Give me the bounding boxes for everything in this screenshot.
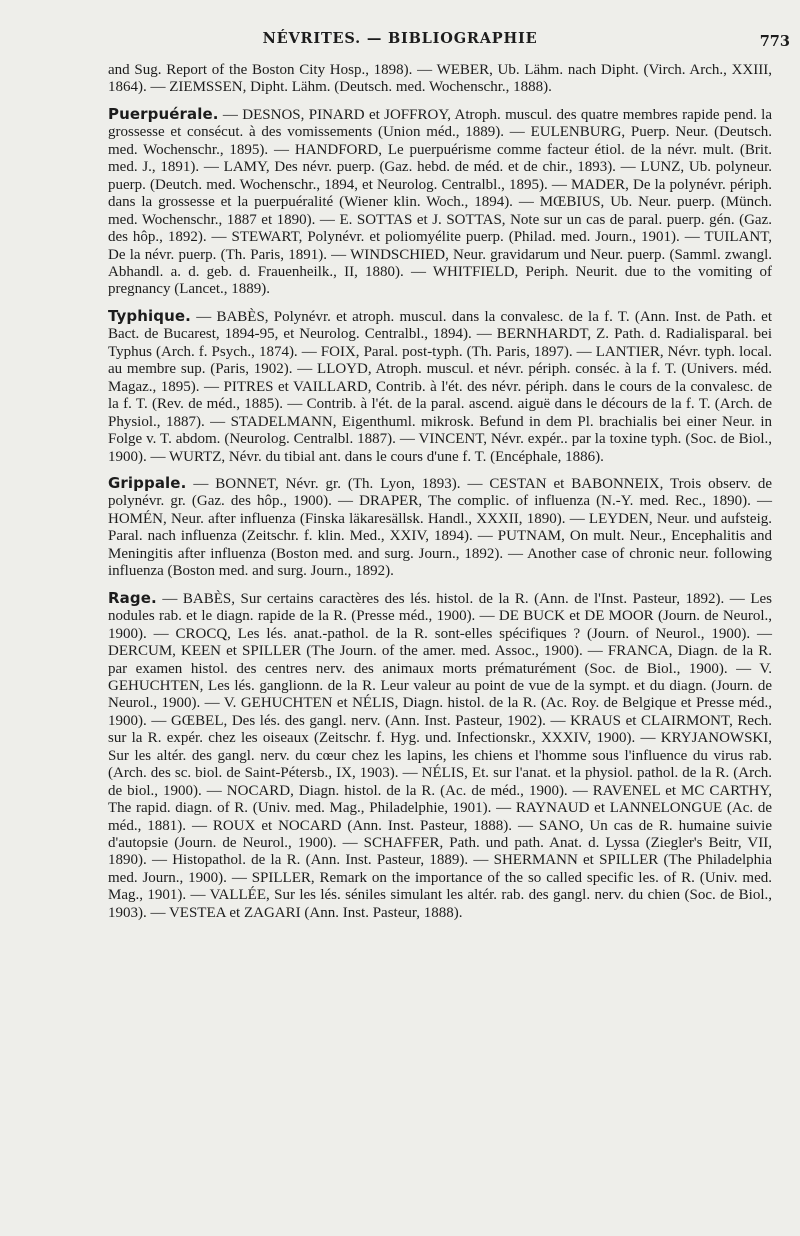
paragraph-text: — BABÈS, Polynévr. et atroph. muscul. dans la convalesc. de la f. T. (Ann. Inst. de Path. et Bact. de Bucarest, 1894-95, et Neurolog. Centralbl., 1894). — BERNHARDT, Z. Path. d. Radialisparal. bei Typhus (Arch. f. Psych., 1874). — FOIX, Paral. post-typh. (Th. Paris, 1897). — LANTIER, Névr. typh. local. au membre sup. (Paris, 1902). — LLOYD, Atroph. muscul. et névr. périph. conséc. à la f. T. (Univers. méd. Magaz., 1895). — PITRES et VAILLARD, Contrib. à l'ét. des névr. périph. dans le cours de la convalesc. de la f. T. (Rev. de méd., 1885). — Contrib. à l'ét. de la paral. ascend. aiguë dans le décours de la f. T. (Arch. de Physiol., 1887). — STADELMANN, Eigenthuml. mikrosk. Befund in dem Pl. brachialis bei einer Neur. in Folge v. T. abdom. (Neurolog. Centralbl. 1887). — VINCENT, Névr. expér.. par la toxine typh. (Soc. de Biol., 1900). — WURTZ, Névr. du tibial ant. dans le cours d'une f. T. (Encéphale, 1886). bbox=[108, 308, 772, 465]
section-heading: Typhique. bbox=[108, 306, 191, 325]
paragraph-text: — BABÈS, Sur certains caractères des lés. histol. de la R. (Ann. de l'Inst. Pasteur, 1892). — Les nodules rab. et le diagn. rapide de la R. (Presse méd., 1900). — DE BUCK et DE MOOR (Journ. de Neurol., 1900). — CROCQ, Les lés. anat.-pathol. de la R. sont-elles spécifiques ? (Journ. of Neurol., 1900). — DERCUM, KEEN et SPILLER (The Journ. of the amer. med. Assoc., 1900). — FRANCA, Diagn. de la R. par examen histol. des centres nerv. des animaux morts prématurément (Soc. de Biol., 1900). — V. GEHUCHTEN, Les lés. ganglionn. de la R. Leur valeur au point de vue de la sympt. et du diagn. (Journ. de Neurol., 1900). — V. GEHUCHTEN et NÉLIS, Diagn. histol. de la R. (Ac. Roy. de Belgique et Presse méd., 1900). — GŒBEL, Des lés. des gangl. nerv. (Ann. Inst. Pasteur, 1902). — KRAUS et CLAIRMONT, Rech. sur la R. expér. chez les oiseaux (Zeitschr. f. Hyg. und. Infectionskr., XXXIV, 1900). — KRYJANOWSKI, Sur les altér. des gangl. nerv. du cœur chez les lapins, les chiens et l'homme sous l'influence du virus rab. (Arch. des sc. biol. de Saint-Pétersb., IX, 1903). — NÉLIS, Et. sur l'anat. et la physiol. pathol. de la R. (Arch. de biol., 1900). — NOCARD, Diagn. histol. de la R. (Ac. de méd., 1900). — RAVENEL et MC CARTHY, The rapid. diagn. of R. (Univ. med. Mag., Philadelphie, 1901). — RAYNAUD et LANNELONGUE (Ac. de méd., 1881). — ROUX et NOCARD (Ann. Inst. Pasteur, 1888). — SANO, Un cas de R. humaine suivie d'autopsie (Journ. de Neurol., 1900). — SCHAFFER, Path. und path. Anat. d. Lyssa (Ziegler's Beitr, VII, 1890). — Histopathol. de la R. (Ann. Inst. Pasteur, 1889). — SHERMANN et SPILLER (The Philadelphia med. Journ., 1900). — SPILLER, Remark on the importance of the so called specific les. of R. (Univ. med. Mag., 1901). — VALLÉE, Sur les lés. séniles simulant les altér. rab. des gangl. nerv. du chien (Soc. de Biol., 1903). — VESTEA et ZAGARI (Ann. Inst. Pasteur, 1888). bbox=[108, 590, 772, 921]
bibliography-paragraph-grippale bbox=[108, 475, 772, 581]
bibliography-paragraph-typhique bbox=[108, 308, 772, 466]
bibliography-paragraph-continuation bbox=[108, 62, 772, 97]
running-header bbox=[0, 30, 800, 56]
paragraph-text: — BONNET, Névr. gr. (Th. Lyon, 1893). — CESTAN et BABONNEIX, Trois observ. de polynévr. gr. (Gaz. des hôp., 1900). — DRAPER, The complic. of influenza (N.-Y. med. Rec., 1890). — HOMÉN, Neur. after influenza (Finska läkaresällsk. Handl., XXXII, 1890). — LEYDEN, Neur. und aufsteig. Paral. nach influenza (Zeitschr. f. klin. Med., XXIV, 1894). — PUTNAM, On mult. Neur., Encephalitis and Meningitis after influenza (Boston med. and surg. Journ., 1892). — Another case of chronic neur. following influenza (Boston med. and surg. Journ., 1892). bbox=[108, 475, 772, 580]
bibliography-paragraph-rage bbox=[108, 590, 772, 923]
paragraph-text: — DESNOS, PINARD et JOFFROY, Atroph. muscul. des quatre membres rapide pend. la grossesse et consécut. à des vomissements (Union méd., 1889). — EULENBURG, Puerp. Neur. (Deutsch. med. Wochenschr., 1895). — HANDFORD, Le puerpuérisme comme facteur étiol. de la névr. mult. (Brit. med. J., 1891). — LAMY, Des névr. puerp. (Gaz. hebd. de méd. et de chir., 1893). — LUNZ, Ub. polyneur. puerp. (Deutch. med. Wochenschr., 1894, et Neurolog. Centralbl., 1895). — MADER, De la polynévr. périph. dans la grossesse et la puerpuéralité (Wiener klin. Woch., 1894). — MŒBIUS, Ub. Neur. puerp. (Münch. med. Wochenschr., 1887 et 1890). — E. SOTTAS et J. SOTTAS, Note sur un cas de paral. puerp. gén. (Gaz. des hôp., 1892). — STEWART, Polynévr. et poliomyélite puerp. (Philad. med. Journ., 1901). — TUILANT, De la névr. puerp. (Th. Paris, 1891). — WINDSCHIED, Neur. gravidarum und Neur. puerp. (Samml. zwangl. Abhandl. a. d. geb. d. Frauenheilk., II, 1880). — WHITFIELD, Periph. Neurit. due to the vomiting of pregnancy (Lancet., 1889). bbox=[108, 106, 772, 298]
page-number: 773 bbox=[759, 33, 790, 50]
section-heading: Grippale. bbox=[108, 473, 187, 492]
section-heading: Puerpuérale. bbox=[108, 104, 219, 123]
running-title: NÉVRITES. — BIBLIOGRAPHIE bbox=[262, 30, 538, 47]
bibliography-body bbox=[108, 62, 772, 922]
paragraph-text: and Sug. Report of the Boston City Hosp., 1898). — WEBER, Ub. Lähm. nach Dipht. (Virch. Arch., XXIII, 1864). — ZIEMSSEN, Dipht. Lähm. (Deutsch. med. Wochenschr., 1888). bbox=[108, 62, 772, 96]
section-heading: Rage. bbox=[108, 588, 157, 607]
bibliography-paragraph-puerperale bbox=[108, 106, 772, 299]
